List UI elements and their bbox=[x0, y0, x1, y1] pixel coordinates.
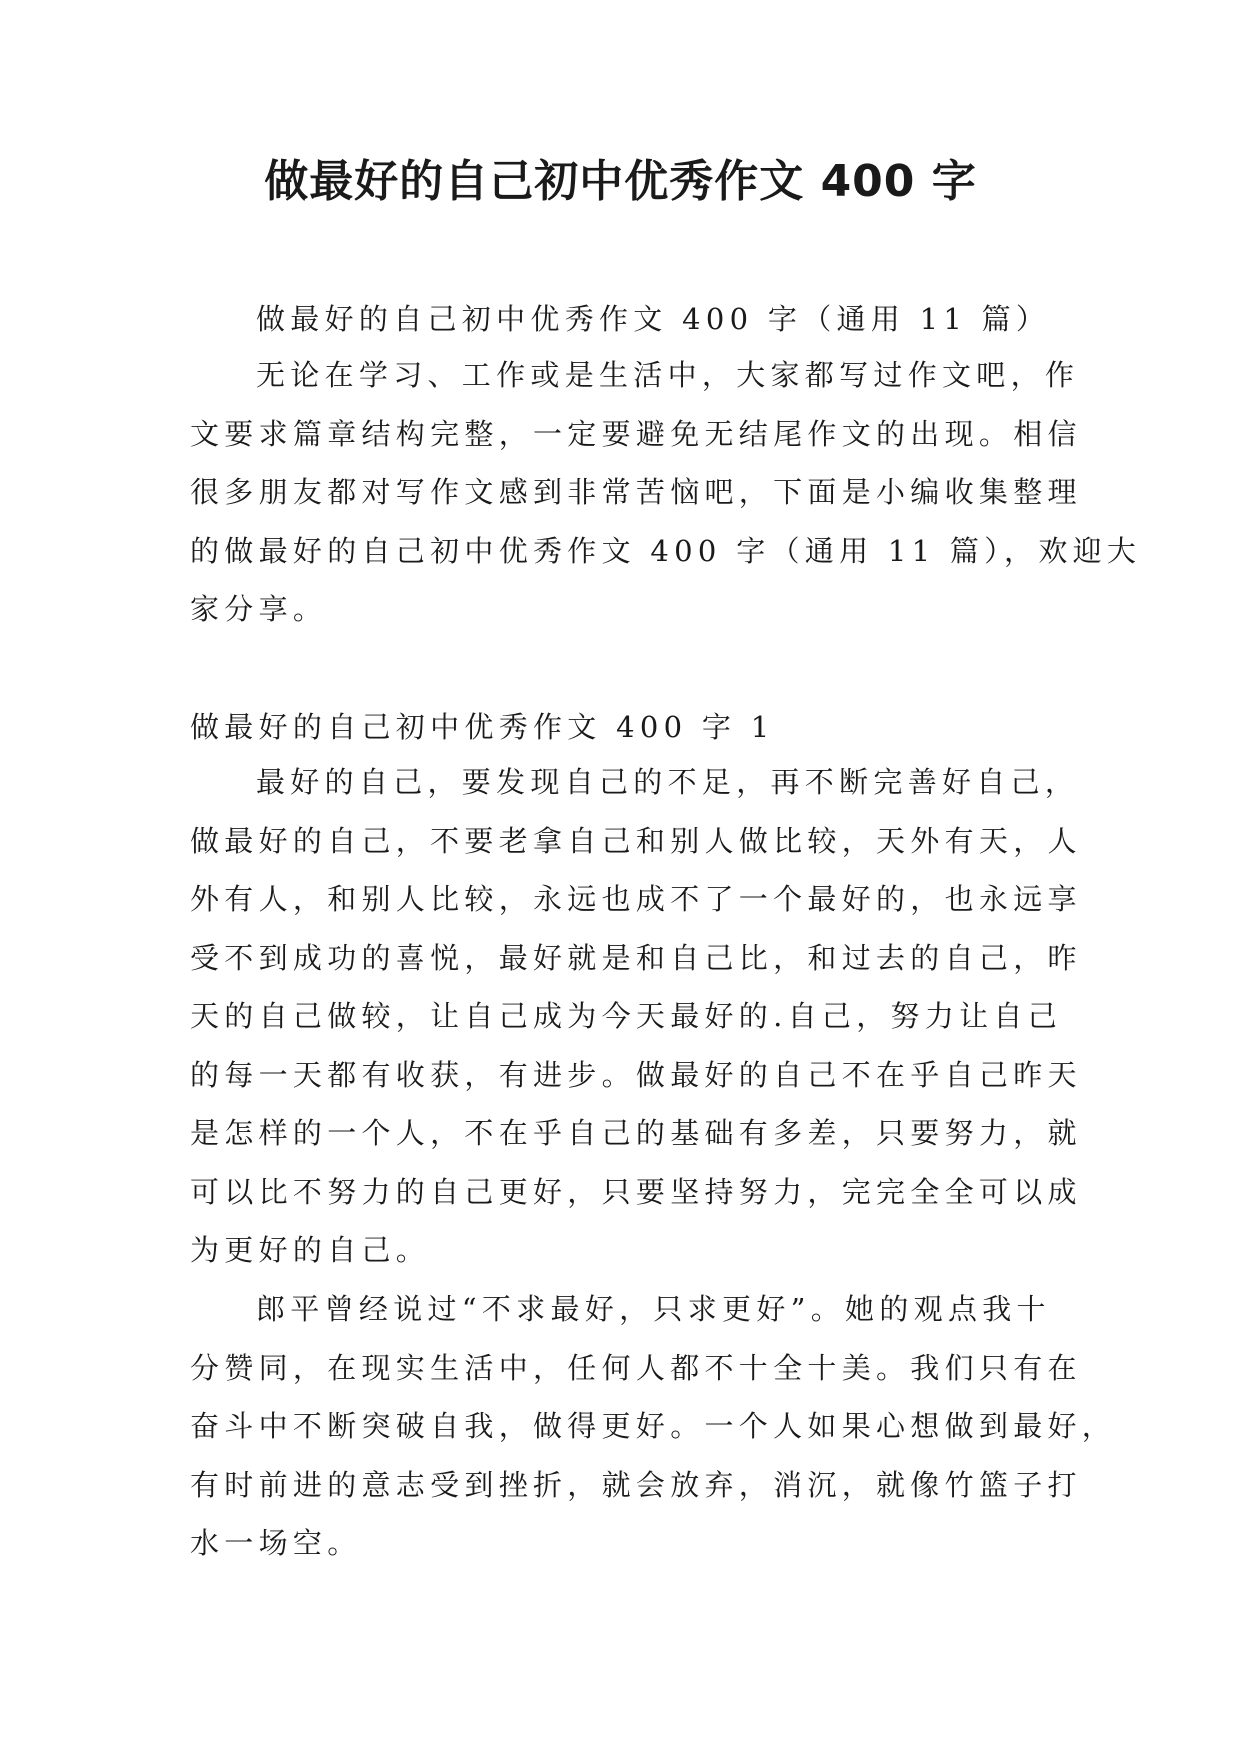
intro-paragraph bbox=[190, 346, 1142, 639]
section-heading bbox=[190, 698, 1060, 757]
paragraph-line: 分赞同，在现实生活中，任何人都不十全十美。我们只有在 bbox=[190, 1350, 1082, 1385]
paragraph-line: 奋斗中不断突破自我，做得更好。一个人如果心想做到最好， bbox=[190, 1409, 1117, 1443]
paragraph-line: 最好的自己，要发现自己的不足，再不断完善好自己， bbox=[256, 765, 1080, 799]
subtitle-line: 做最好的自己初中优秀作文 400 字（通用 11 篇） bbox=[256, 302, 1051, 336]
paragraph-line: 受不到成功的喜悦，最好就是和自己比，和过去的自己，昨 bbox=[190, 940, 1082, 975]
paragraph-line: 天的自己做较，让自己成为今天最好的.自己，努力让自己 bbox=[190, 999, 1063, 1033]
section-heading-text: 做最好的自己初中优秀作文 400 字 1 bbox=[190, 710, 775, 744]
paragraph-line: 的每一天都有收获，有进步。做最好的自己不在乎自己昨天 bbox=[190, 1057, 1082, 1092]
intro-line: 无论在学习、工作或是生活中，大家都写过作文吧，作 bbox=[256, 358, 1080, 392]
section-paragraph bbox=[190, 753, 1082, 1280]
intro-line: 文要求篇章结构完整，一定要避免无结尾作文的出现。相信 bbox=[190, 416, 1082, 451]
paragraph-line: 是怎样的一个人，不在乎自己的基础有多差，只要努力，就 bbox=[190, 1116, 1082, 1150]
paragraph-line: 为更好的自己。 bbox=[190, 1233, 431, 1267]
section-paragraph bbox=[190, 1280, 1117, 1573]
paragraph-line: 有时前进的意志受到挫折，就会放弃，消沉，就像竹篮子打 bbox=[190, 1467, 1082, 1502]
paragraph-line: 可以比不努力的自己更好，只要坚持努力，完完全全可以成 bbox=[190, 1174, 1082, 1209]
paragraph-line: 郎平曾经说过“不求最好，只求更好”。她的观点我十 bbox=[256, 1292, 1051, 1326]
paragraph-line: 水一场空。 bbox=[190, 1526, 362, 1560]
document-title: 做最好的自己初中优秀作文 400 字 bbox=[264, 156, 977, 207]
intro-line: 家分享。 bbox=[190, 592, 328, 626]
document-subtitle bbox=[190, 290, 1060, 349]
paragraph-line: 外有人，和别人比较，永远也成不了一个最好的，也永远享 bbox=[190, 882, 1082, 916]
paragraph-line: 做最好的自己，不要老拿自己和别人做比较，天外有天，人 bbox=[190, 823, 1082, 858]
intro-line: 的做最好的自己初中优秀作文 400 字（通用 11 篇），欢迎大 bbox=[190, 533, 1142, 568]
intro-line: 很多朋友都对写作文感到非常苦恼吧，下面是小编收集整理 bbox=[190, 475, 1082, 509]
